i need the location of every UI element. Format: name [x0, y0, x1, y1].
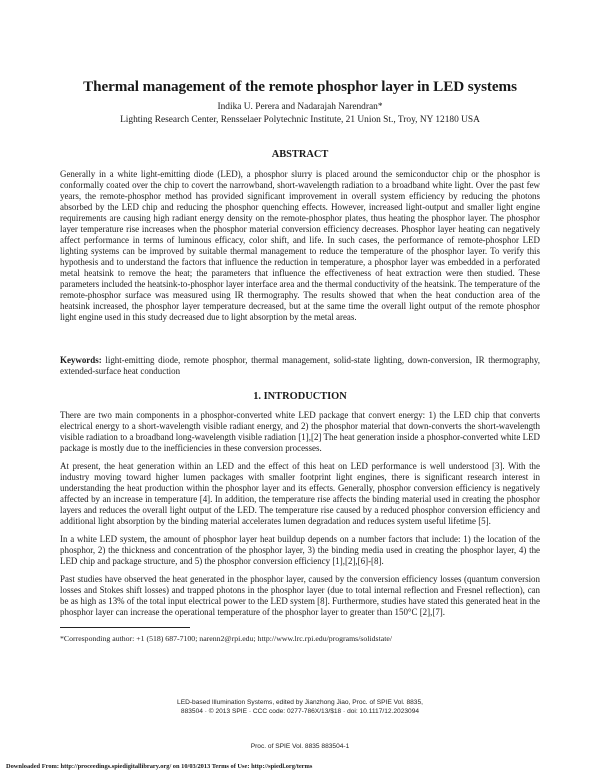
paper-title: Thermal management of the remote phosphor layer in LED systems [83, 78, 517, 95]
corresponding-author-footnote: *Corresponding author: +1 (518) 687-7100; narenn2@rpi.edu; http://www.lrc.rpi.edu/programs/solidstate/ [60, 634, 392, 643]
keywords-section [60, 355, 540, 384]
citation-line-1: LED-based Illumination Systems, edited by Jianzhong Jiao, Proc. of SPIE Vol. 8835, [177, 699, 423, 706]
intro-paragraph-3: In a white LED system, the amount of phosphor layer heat buildup depends on a number factors that include: 1) the location of the phosphor, 2) the thickness and concentration of the phosphor layer, 3) the binding media used in creating the phosphor layer, 4) the LED chip and package structure, and 5) the phosphor conversion efficiency [1],[2],[6]-[8]. [60, 534, 540, 566]
footnote-divider [60, 627, 190, 628]
publication-citation [90, 698, 510, 716]
intro-paragraph-4: Past studies have observed the heat generated in the phosphor layer, caused by the conversion efficiency losses (quantum conversion losses and Stokes shift losses) and trapped photons in the phosphor layer (due to total internal reflection and Fresnel reflection), can be as high as 13% of the total input electrical power to the LED system [8]. Furthermore, studies have stated this generated heat in the phosphor layer can increase the operational temperature of the phosphor layer to greater than 150°C [2],[7]. [60, 574, 540, 617]
abstract-heading: ABSTRACT [271, 149, 329, 160]
keywords-label: Keywords: [60, 355, 102, 365]
download-notice: Downloaded From: http://proceedings.spiedigitallibrary.org/ on 10/03/2013 Terms of Use: http://spiedl.org/terms [6, 763, 313, 770]
introduction-section [60, 410, 540, 625]
intro-paragraph-1: There are two main components in a phosphor-converted white LED package that convert energy: 1) the LED chip that converts electrical energy to a short-wavelength visible radiant energy, and 2) the phosphor material that down-converts the short-wavelength visible radiation to a broadband long-wavelength visible radiation [1],[2] The heat generation inside a phosphor-converted white LED package is mostly due to the inefficiencies in these conversion processes. [60, 410, 540, 453]
intro-paragraph-2: At present, the heat generation within an LED and the effect of this heat on LED performance is well understood [3]. With the industry moving toward higher lumen packages with smaller footprint light engines, there is significant research interest in understanding the heat production within the phosphor layer and its effects. Generally, phosphor conversion efficiency is negatively affected by an increase in temperature [4]. In addition, the temperature rise affects the binding material used in creating the phosphor layers and reduces the overall light output of the LED. The temperature rise caused by a reduced phosphor conversion efficiency and additional light absorption by the binding material accelerates lumen degradation and reduces system useful lifetime [5]. [60, 461, 540, 526]
keywords-text: light-emitting diode, remote phosphor, thermal management, solid-state lighting, down-conversion, IR thermography, extended-surface heat conduction [60, 355, 541, 376]
abstract-text: Generally in a white light-emitting diode (LED), a phosphor slurry is placed around the semiconductor chip or the phosphor is conformally coated over the chip to covert the narrowband, short-wavelength radiation to a broadband white light. Over the past few years, the remote-phosphor method has provided significant improvement in overall system efficiency by reducing the photons absorbed by the LED chip and reducing the phosphor quenching effects. However, increased light-output and smaller light engine requirements are causing high radiant energy density on the remote-phosphor plates, thus heating the phosphor layer. The phosphor layer temperature rise increases when the phosphor material conversion efficiency decreases. Phosphor layer heating can negatively affect performance in terms of luminous efficacy, color shift, and life. In such cases, the performance of remote-phosphor LED lighting systems can be improved by suitable thermal management to reduce the temperature of the phosphor layer. To verify this hypothesis and to understand the factors that influence the reduction in temperature, a phosphor layer was embedded in a perforated metal heatsink to remove the heat; the parameters that influence the effectiveness of heat extraction were then studied. These parameters included the heatsink-to-phosphor layer interface area and the thermal conductivity of the heatsink. The temperature of the remote-phosphor surface was measured using IR thermography. The results showed that when the heat conduction area of the heatsink increased, the phosphor layer temperature decreased, but at the same time the overall light output of the remote phosphor light engine used in this study decreased due to light absorption by the metal areas. [60, 169, 540, 322]
introduction-heading: 1. INTRODUCTION [253, 391, 347, 402]
citation-line-2: 883504 · © 2013 SPIE · CCC code: 0277-786X/13/$18 · doi: 10.1117/12.2023094 [180, 708, 420, 715]
paper-authors: Indika U. Perera and Nadarajah Narendran* [217, 102, 383, 112]
abstract-section [60, 169, 540, 330]
paper-affiliation: Lighting Research Center, Rensselaer Polytechnic Institute, 21 Union St., Troy, NY 12180 USA [120, 115, 480, 125]
page-number: Proc. of SPIE Vol. 8835 883504-1 [250, 743, 350, 750]
